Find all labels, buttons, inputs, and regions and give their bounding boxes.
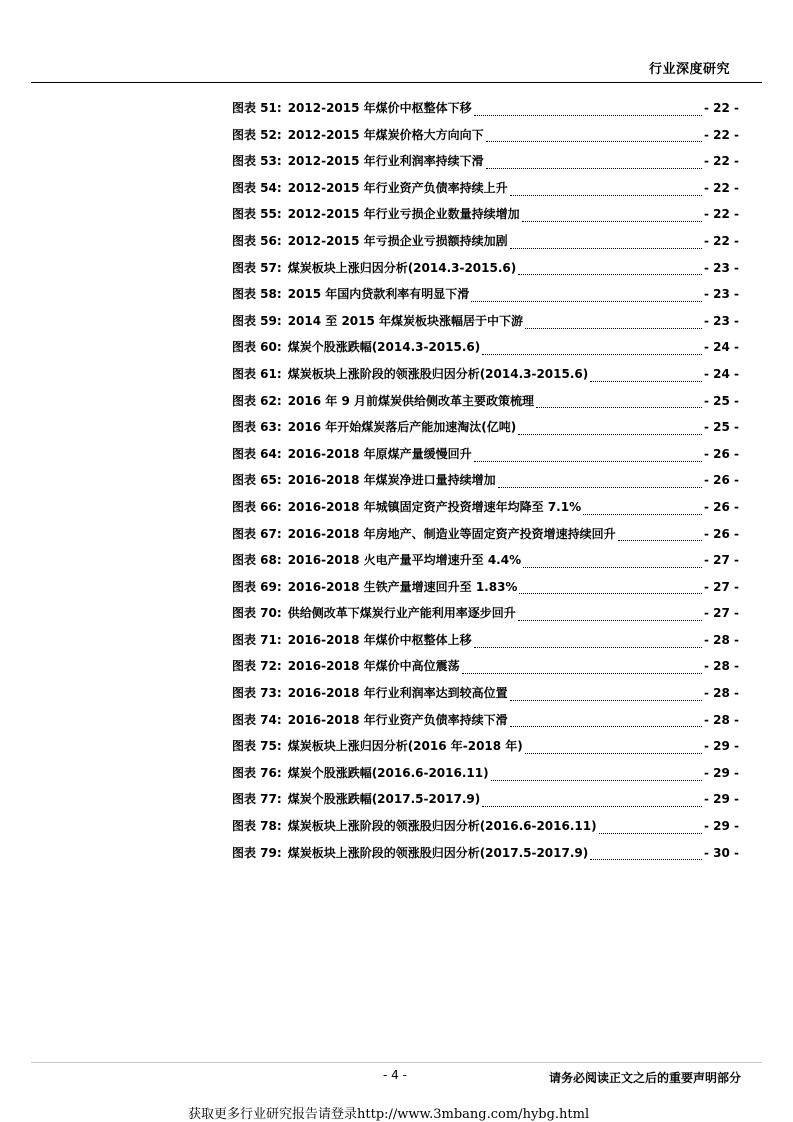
toc-entry-title: 2016-2018 年城镇固定资产投资增速年均降至 7.1% (287, 499, 582, 514)
toc-leader-dots (518, 434, 702, 435)
toc-entry-page: - 28 - (703, 659, 739, 674)
toc-entry-title: 2016-2018 年房地产、制造业等固定资产投资增速持续回升 (287, 526, 616, 541)
toc-entry-page: - 26 - (703, 473, 739, 488)
toc-entry[interactable] (232, 418, 739, 445)
toc-entry-page: - 29 - (703, 765, 739, 780)
toc-entry-page: - 27 - (703, 606, 739, 621)
toc-entry-title: 2012-2015 年亏损企业亏损额持续加剧 (287, 233, 508, 248)
toc-entry[interactable] (232, 259, 739, 286)
toc-entry-page: - 28 - (703, 632, 739, 647)
toc-entry-title: 2012-2015 年煤炭价格大方向向下 (287, 127, 484, 142)
toc-leader-dots (510, 700, 702, 701)
toc-entry-title: 2016-2018 年行业利润率达到较高位置 (287, 686, 508, 701)
toc-leader-dots (474, 461, 702, 462)
toc-entry-label: 图表 59: (232, 313, 282, 328)
toc-entry-title: 煤炭板块上涨归因分析(2014.3-2015.6) (287, 260, 517, 275)
toc-entry-page: - 26 - (703, 446, 739, 461)
toc-leader-dots (471, 301, 702, 302)
toc-entry-label: 图表 64: (232, 446, 282, 461)
toc-entry-title: 2016 年 9 月前煤炭供给侧改革主要政策梳理 (287, 393, 534, 408)
toc-entry-label: 图表 68: (232, 553, 282, 568)
toc-entry-label: 图表 74: (232, 712, 282, 727)
toc-leader-dots (518, 620, 702, 621)
toc-entry[interactable] (232, 737, 739, 764)
toc-entry-title: 2016-2018 年行业资产负债率持续下滑 (287, 712, 508, 727)
toc-entry[interactable] (232, 657, 739, 684)
toc-leader-dots (519, 593, 702, 594)
toc-entry-label: 图表 69: (232, 579, 282, 594)
toc-entry-title: 2016-2018 年煤炭净进口量持续增加 (287, 473, 496, 488)
toc-leader-dots (482, 354, 702, 355)
toc-entry[interactable] (232, 392, 739, 419)
toc-leader-dots (599, 833, 702, 834)
toc-leader-dots (583, 514, 702, 515)
toc-entry-label: 图表 70: (232, 606, 282, 621)
toc-entry-page: - 29 - (703, 739, 739, 754)
toc-entry-page: - 23 - (703, 287, 739, 302)
toc-entry-page: - 28 - (703, 712, 739, 727)
toc-leader-dots (474, 647, 702, 648)
toc-entry[interactable] (232, 551, 739, 578)
toc-entry[interactable] (232, 205, 739, 232)
toc-entry[interactable] (232, 578, 739, 605)
toc-leader-dots (474, 115, 702, 116)
toc-entry[interactable] (232, 445, 739, 472)
toc-leader-dots (618, 540, 702, 541)
toc-entry-page: - 24 - (703, 340, 739, 355)
toc-entry-title: 煤炭板块上涨阶段的领涨股归因分析(2014.3-2015.6) (287, 366, 589, 381)
toc-entry-title: 供给侧改革下煤炭行业产能利用率逐步回升 (287, 606, 516, 621)
toc-leader-dots (498, 487, 702, 488)
toc-entry[interactable] (232, 99, 739, 126)
toc-entry-label: 图表 63: (232, 420, 282, 435)
toc-entry-page: - 22 - (703, 207, 739, 222)
toc-entry-label: 图表 61: (232, 366, 282, 381)
toc-entry-page: - 29 - (703, 792, 739, 807)
toc-entry-label: 图表 52: (232, 127, 282, 142)
toc-entry[interactable] (232, 365, 739, 392)
toc-entry[interactable] (232, 604, 739, 631)
toc-entry[interactable] (232, 764, 739, 791)
toc-entry-page: - 29 - (703, 819, 739, 834)
toc-leader-dots (510, 248, 702, 249)
toc-entry-label: 图表 78: (232, 819, 282, 834)
toc-entry[interactable] (232, 471, 739, 498)
toc-entry-title: 煤炭个股涨跌幅(2017.5-2017.9) (287, 792, 481, 807)
table-of-figures (232, 99, 739, 870)
toc-entry[interactable] (232, 817, 739, 844)
toc-entry-label: 图表 65: (232, 473, 282, 488)
toc-entry-title: 2012-2015 年行业亏损企业数量持续增加 (287, 207, 520, 222)
toc-entry[interactable] (232, 631, 739, 658)
toc-entry[interactable] (232, 711, 739, 738)
toc-leader-dots (590, 381, 702, 382)
more-reports-link[interactable]: 获取更多行业研究报告请登录http://www.3mbang.com/hybg.html (188, 1107, 590, 1122)
toc-entry-title: 2016-2018 火电产量平均增速升至 4.4% (287, 553, 522, 568)
toc-entry-title: 煤炭板块上涨阶段的领涨股归因分析(2016.6-2016.11) (287, 819, 597, 834)
page-number: - 4 - (383, 1068, 407, 1082)
toc-entry-label: 图表 79: (232, 845, 282, 860)
toc-leader-dots (590, 859, 702, 860)
toc-entry-page: - 25 - (703, 420, 739, 435)
toc-entry-label: 图表 53: (232, 154, 282, 169)
toc-entry-label: 图表 54: (232, 180, 282, 195)
toc-leader-dots (510, 726, 702, 727)
header-divider (31, 82, 762, 83)
toc-entry-page: - 26 - (703, 526, 739, 541)
toc-leader-dots (522, 221, 702, 222)
toc-entry[interactable] (232, 790, 739, 817)
toc-leader-dots (518, 274, 702, 275)
toc-leader-dots (525, 328, 702, 329)
toc-entry-title: 2016-2018 年原煤产量缓慢回升 (287, 446, 472, 461)
toc-entry[interactable] (232, 179, 739, 206)
toc-entry-page: - 22 - (703, 101, 739, 115)
toc-entry-page: - 27 - (703, 579, 739, 594)
toc-entry-label: 图表 57: (232, 260, 282, 275)
toc-entry-label: 图表 73: (232, 686, 282, 701)
toc-entry[interactable] (232, 684, 739, 711)
toc-entry-title: 2012-2015 年行业资产负债率持续上升 (287, 180, 508, 195)
toc-entry[interactable] (232, 152, 739, 179)
toc-entry-title: 煤炭个股涨跌幅(2016.6-2016.11) (287, 765, 489, 780)
toc-entry[interactable] (232, 126, 739, 153)
toc-entry-label: 图表 77: (232, 792, 282, 807)
toc-entry-label: 图表 58: (232, 287, 282, 302)
toc-entry-title: 2016-2018 年煤价中高位震荡 (287, 659, 460, 674)
toc-entry-label: 图表 55: (232, 207, 282, 222)
toc-entry[interactable] (232, 498, 739, 525)
toc-leader-dots (525, 753, 702, 754)
toc-entry-page: - 28 - (703, 686, 739, 701)
toc-entry-label: 图表 66: (232, 499, 282, 514)
toc-entry-title: 煤炭个股涨跌幅(2014.3-2015.6) (287, 340, 481, 355)
toc-entry-title: 2014 至 2015 年煤炭板块涨幅居于中下游 (287, 313, 524, 328)
toc-leader-dots (486, 141, 702, 142)
toc-leader-dots (486, 168, 702, 169)
toc-entry-page: - 30 - (703, 845, 739, 860)
toc-leader-dots (491, 780, 702, 781)
toc-entry-title: 2012-2015 年煤价中枢整体下移 (287, 101, 472, 115)
toc-entry[interactable] (232, 525, 739, 552)
toc-entry-page: - 27 - (703, 553, 739, 568)
toc-leader-dots (523, 567, 702, 568)
toc-entry-label: 图表 56: (232, 233, 282, 248)
toc-entry-title: 2016 年开始煤炭落后产能加速淘汰(亿吨) (287, 420, 517, 435)
toc-leader-dots (462, 673, 702, 674)
toc-entry[interactable] (232, 312, 739, 339)
toc-entry-title: 2012-2015 年行业利润率持续下滑 (287, 154, 484, 169)
toc-entry-label: 图表 72: (232, 659, 282, 674)
toc-entry-page: - 23 - (703, 313, 739, 328)
toc-entry-page: - 24 - (703, 366, 739, 381)
toc-entry[interactable] (232, 285, 739, 312)
toc-entry-label: 图表 62: (232, 393, 282, 408)
toc-leader-dots (536, 407, 702, 408)
disclaimer-notice: 请务必阅读正文之后的重要声明部分 (548, 1071, 741, 1085)
header-title: 行业深度研究 (648, 62, 730, 77)
toc-entry-title: 2016-2018 生铁产量增速回升至 1.83% (287, 579, 518, 594)
toc-leader-dots (510, 195, 702, 196)
toc-entry-label: 图表 51: (232, 101, 282, 115)
toc-entry-label: 图表 67: (232, 526, 282, 541)
toc-entry-page: - 26 - (703, 499, 739, 514)
toc-entry-label: 图表 75: (232, 739, 282, 754)
toc-entry-title: 2016-2018 年煤价中枢整体上移 (287, 632, 472, 647)
toc-entry-page: - 22 - (703, 180, 739, 195)
toc-entry-page: - 22 - (703, 233, 739, 248)
toc-entry[interactable] (232, 232, 739, 259)
toc-leader-dots (482, 806, 702, 807)
toc-entry-title: 煤炭板块上涨阶段的领涨股归因分析(2017.5-2017.9) (287, 845, 589, 860)
footer-divider (31, 1062, 762, 1063)
toc-entry[interactable] (232, 844, 739, 871)
toc-entry-label: 图表 60: (232, 340, 282, 355)
toc-entry-label: 图表 71: (232, 632, 282, 647)
toc-entry[interactable] (232, 338, 739, 365)
toc-entry-label: 图表 76: (232, 765, 282, 780)
toc-entry-page: - 22 - (703, 154, 739, 169)
toc-entry-page: - 22 - (703, 127, 739, 142)
toc-entry-title: 2015 年国内贷款利率有明显下滑 (287, 287, 470, 302)
toc-entry-title: 煤炭板块上涨归因分析(2016 年-2018 年) (287, 739, 523, 754)
toc-entry-page: - 25 - (703, 393, 739, 408)
toc-entry-page: - 23 - (703, 260, 739, 275)
